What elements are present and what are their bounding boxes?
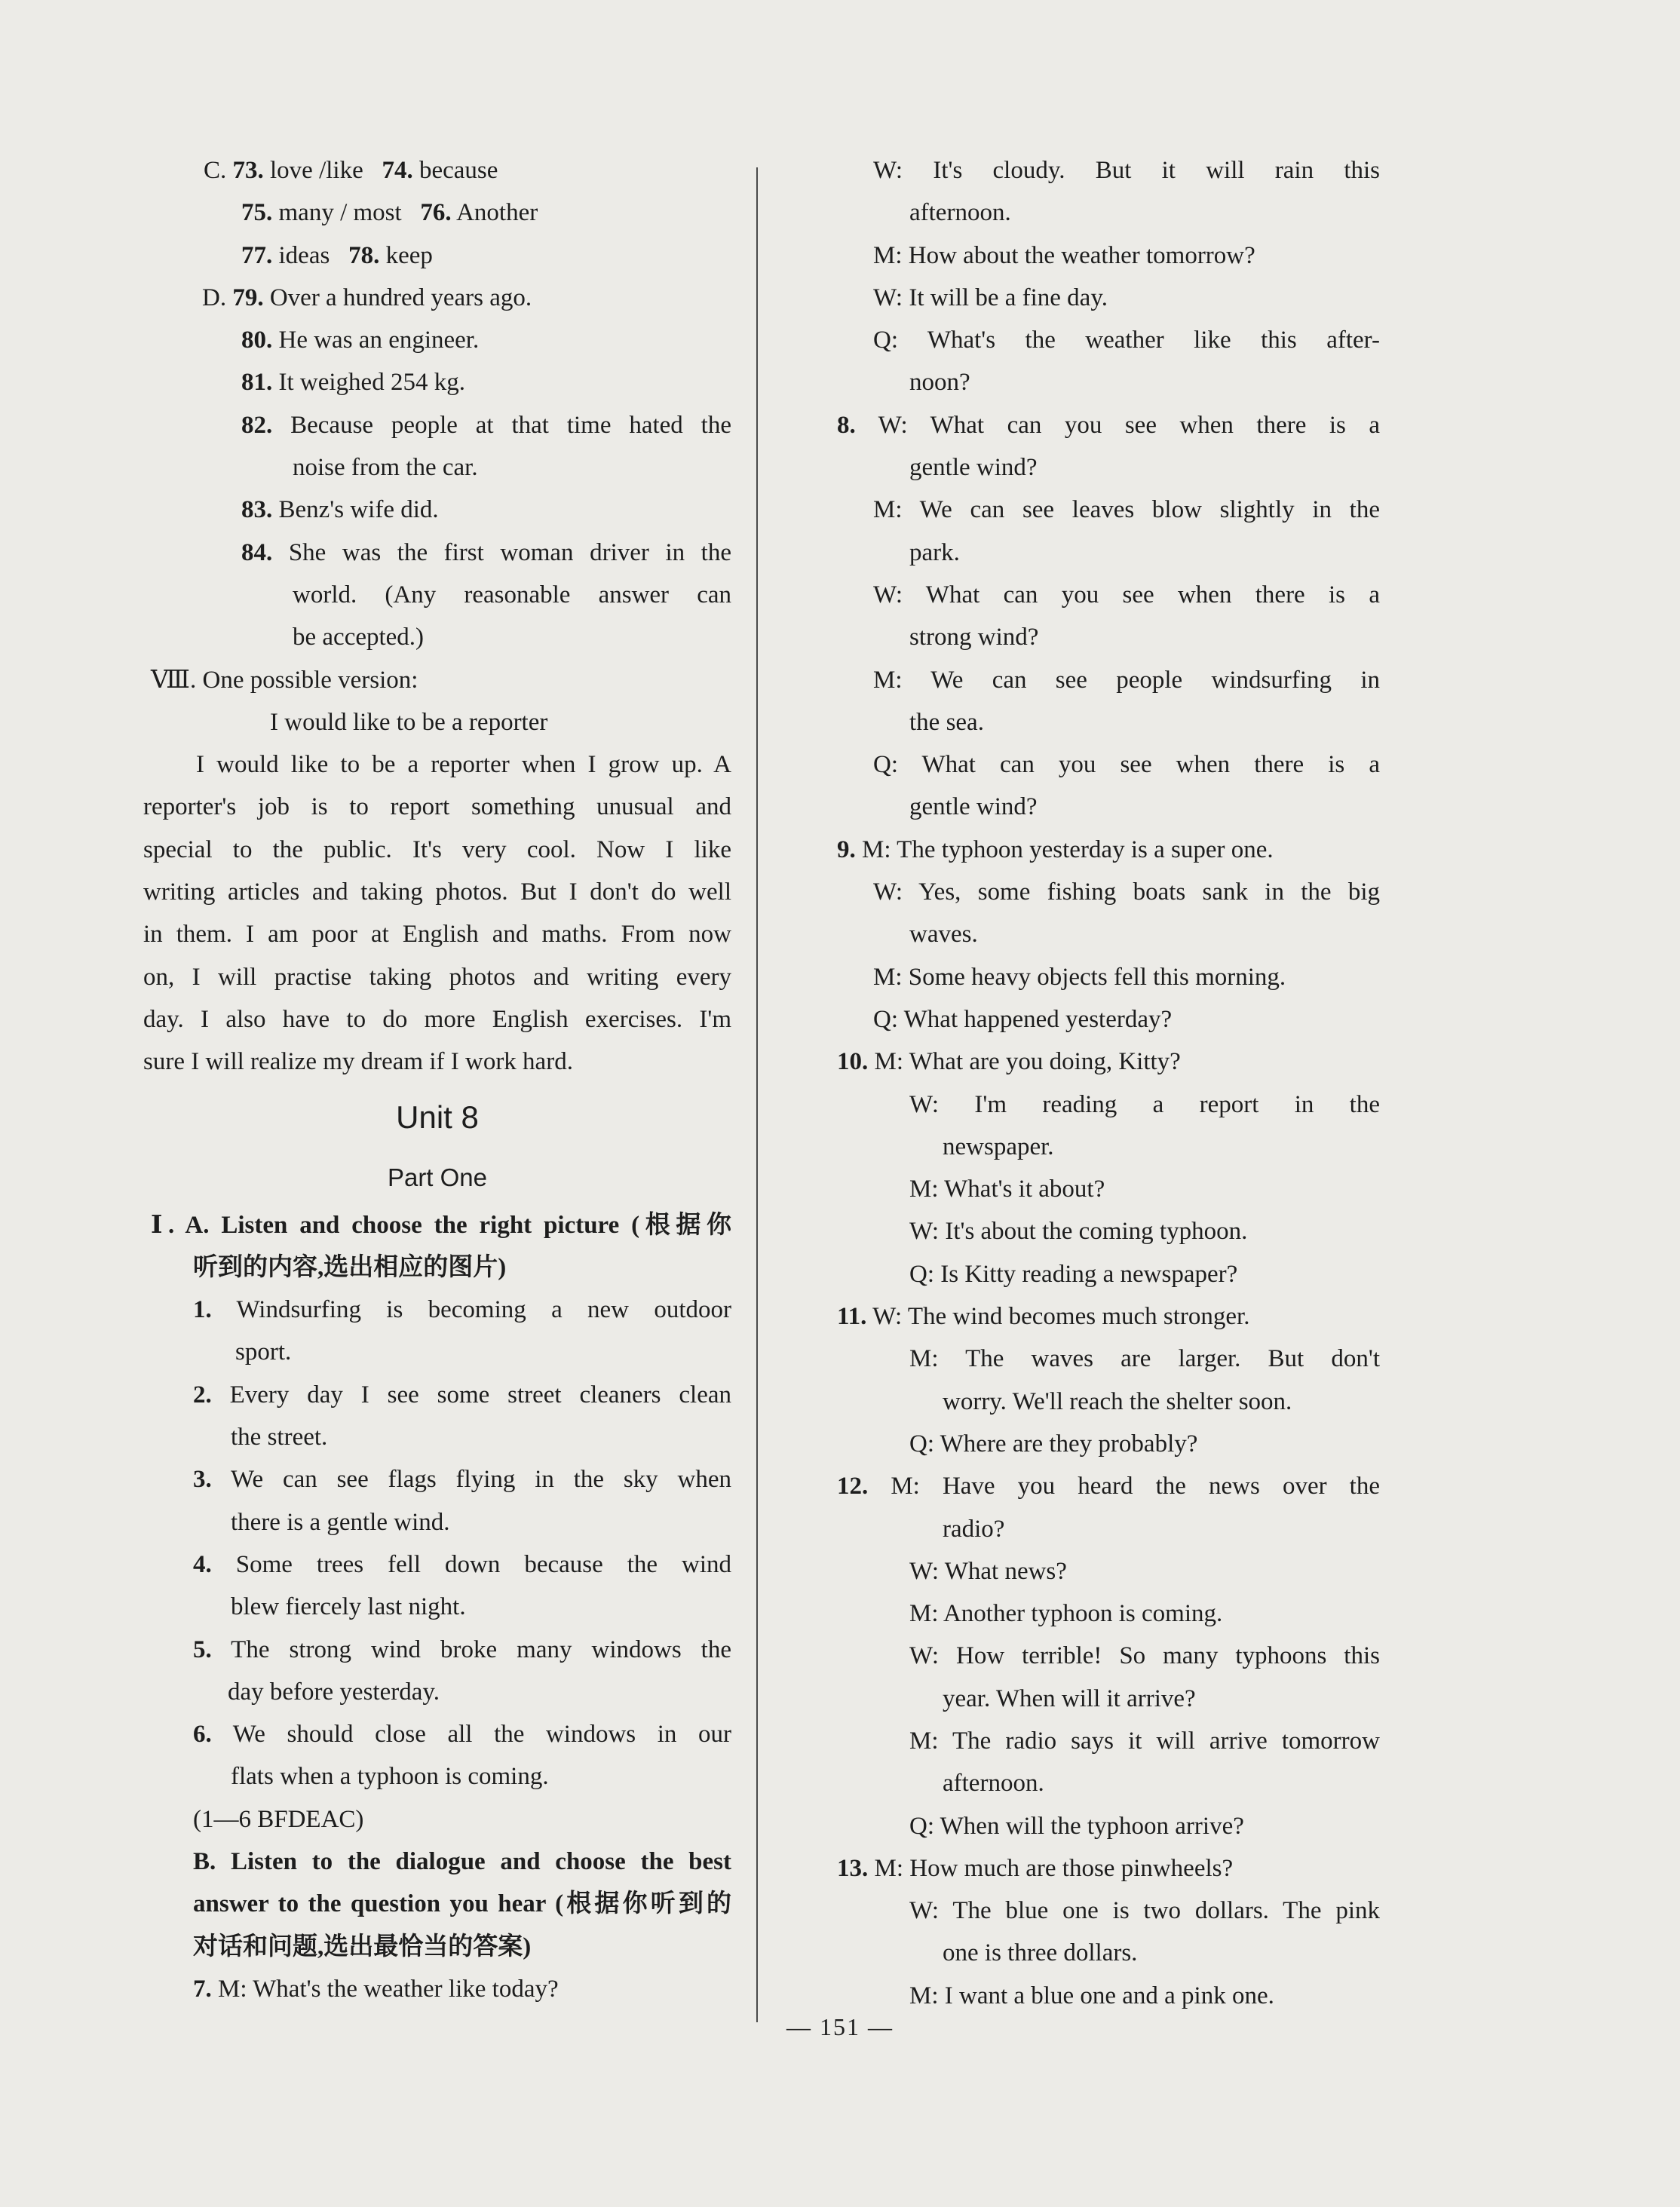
item-number: 11.: [837, 1303, 867, 1331]
essay-line: I would like to be a reporter when I grow up. A: [196, 751, 731, 779]
answer-text: love /like: [263, 157, 363, 184]
dialogue-line: [837, 1295, 1380, 1338]
item-number: 12.: [837, 1473, 869, 1500]
answer-d84: [143, 532, 731, 574]
dialogue-line: [837, 277, 1380, 319]
question-text: Every day I see some street cleaners clean: [211, 1381, 731, 1408]
answer-c77-78: [143, 234, 731, 277]
dialogue-line: [837, 1592, 1380, 1635]
dialogue-text: M: Some heavy objects fell this morning.: [873, 963, 1286, 991]
dialogue-line: [837, 956, 1380, 998]
answer-d82: [143, 404, 731, 446]
dialogue-text: the sea.: [909, 708, 984, 736]
dialogue-line: [837, 1890, 1380, 1932]
dialogue-text: W: The blue one is two dollars. The pink: [909, 1897, 1380, 1925]
answer-text: Over a hundred years ago.: [263, 284, 532, 311]
answer-c75-76: [143, 192, 731, 234]
section-b-heading: B. Listen to the dialogue and choose the best: [193, 1847, 731, 1875]
dialogue-text: M: How about the weather tomorrow?: [873, 241, 1255, 269]
dialogue-line: [837, 871, 1380, 913]
unit-title: Unit 8: [396, 1099, 479, 1135]
question-text-cont: the street.: [231, 1424, 328, 1451]
question-1: [143, 1289, 731, 1331]
item-number: 82.: [241, 411, 273, 439]
dialogue-line: [837, 361, 1380, 403]
dialogue-line: [837, 786, 1380, 828]
dialogue-line: [837, 659, 1380, 701]
answer-text: Another: [451, 199, 538, 227]
answer-d80: [143, 319, 731, 361]
answer-d83: [143, 489, 731, 531]
dialogue-text: noon?: [909, 369, 970, 397]
dialogue-line: [837, 1847, 1380, 1890]
item-number: 13.: [837, 1854, 869, 1882]
dialogue-text: W: The wind becomes much stronger.: [866, 1303, 1250, 1331]
dialogue-text: W: It's cloudy. But it will rain this: [873, 157, 1380, 184]
item-number: 80.: [241, 326, 273, 354]
dialogue-text: W: What news?: [909, 1557, 1067, 1585]
dialogue-line: [837, 1635, 1380, 1677]
right-column: [837, 149, 1380, 2017]
section-c-label: C.: [204, 157, 233, 184]
dialogue-line: [837, 1338, 1380, 1380]
question-3: [143, 1458, 731, 1500]
question-5: [143, 1629, 731, 1671]
dialogue-line: [837, 743, 1380, 786]
dialogue-text: afternoon.: [943, 1770, 1044, 1798]
dialogue-text: Q: When will the typhoon arrive?: [909, 1812, 1244, 1840]
dialogue-line: [837, 1041, 1380, 1083]
dialogue-text: M: We can see people windsurfing in: [873, 666, 1380, 694]
dialogue-line: [837, 532, 1380, 574]
question-text-cont: there is a gentle wind.: [231, 1508, 450, 1536]
dialogue-text: W: It will be a fine day.: [873, 284, 1108, 311]
item-number: 83.: [241, 496, 273, 524]
question-text-cont: day before yesterday.: [228, 1678, 440, 1706]
answer-d79: [143, 277, 731, 319]
dialogue-text: W: I'm reading a report in the: [909, 1090, 1380, 1118]
dialogue-line: [837, 1253, 1380, 1295]
dialogue-text: M: What are you doing, Kitty?: [868, 1048, 1181, 1076]
dialogue-text: M: The radio says it will arrive tomorrow: [909, 1727, 1380, 1755]
dialogue-line: [837, 1168, 1380, 1210]
dialogue-text: worry. We'll reach the shelter soon.: [943, 1387, 1292, 1415]
section-b-heading-cont: answer to the question you hear (根据你听到的: [193, 1890, 731, 1918]
dialogue-text: gentle wind?: [909, 454, 1038, 482]
dialogue-text: M: The typhoon yesterday is a super one.: [855, 835, 1274, 863]
item-number: 84.: [241, 538, 273, 566]
question-text: Windsurfing is becoming a new outdoor: [211, 1296, 731, 1324]
dialogue-line: [837, 1805, 1380, 1847]
item-number: 74.: [382, 157, 413, 184]
answer-text: She was the first woman driver in the: [272, 538, 731, 566]
question-text-cont: flats when a typhoon is coming.: [231, 1763, 549, 1791]
question-text-cont: blew fiercely last night.: [231, 1593, 466, 1621]
item-number: 78.: [348, 241, 380, 269]
section-b-heading-cont: 对话和问题,选出最恰当的答案): [193, 1933, 532, 1960]
dialogue-text: park.: [909, 538, 960, 566]
dialogue-line: [837, 1550, 1380, 1592]
item-number: 3.: [193, 1466, 212, 1494]
dialogue-line: [837, 1381, 1380, 1423]
item-number: 79.: [232, 284, 264, 311]
dialogue-line: [837, 192, 1380, 234]
dialogue-line: [837, 1762, 1380, 1804]
dialogue-text: M: The waves are larger. But don't: [909, 1345, 1380, 1373]
essay-title: I would like to be a reporter: [270, 708, 548, 736]
dialogue-line: [837, 616, 1380, 658]
item-number: 6.: [193, 1721, 212, 1749]
question-7: [143, 1968, 731, 2010]
answer-c73-74: [143, 149, 731, 192]
dialogue-text: waves.: [909, 921, 978, 949]
question-6: [143, 1713, 731, 1755]
item-number: 81.: [241, 369, 273, 397]
question-text: The strong wind broke many windows the: [211, 1635, 731, 1663]
essay-line: in them. I am poor at English and maths. From now: [143, 921, 731, 949]
dialogue-text: M: We can see leaves blow slightly in the: [873, 496, 1380, 524]
dialogue-text: afternoon.: [909, 199, 1011, 227]
dialogue-text: W: It's about the coming typhoon.: [909, 1218, 1248, 1246]
essay-line: sure I will realize my dream if I work hard.: [143, 1048, 573, 1076]
question-text: M: What's the weather like today?: [211, 1975, 559, 2003]
dialogue-text: W: What can you see when there is a: [873, 581, 1380, 608]
dialogue-line: [837, 1678, 1380, 1720]
dialogue-text: newspaper.: [943, 1133, 1054, 1160]
dialogue-line: [837, 1508, 1380, 1550]
section-viii-heading: Ⅷ. One possible version:: [151, 666, 418, 694]
dialogue-line: [837, 1084, 1380, 1126]
essay-line: day. I also have to do more English exercises. I'm: [143, 1005, 731, 1033]
dialogue-line: [837, 998, 1380, 1041]
dialogue-line: [837, 149, 1380, 192]
question-text-cont: sport.: [235, 1338, 292, 1366]
dialogue-text: year. When will it arrive?: [943, 1684, 1196, 1712]
dialogue-line: [837, 404, 1380, 446]
left-column: [143, 149, 731, 2010]
question-text: We can see flags flying in the sky when: [211, 1466, 731, 1494]
dialogue-line: [837, 1932, 1380, 1974]
item-number: 73.: [232, 157, 264, 184]
dialogue-line: [837, 319, 1380, 361]
dialogue-line: [837, 574, 1380, 616]
item-number: 76.: [420, 199, 452, 227]
section-a-heading: Ⅰ. A. Listen and choose the right picture (根据你: [151, 1211, 731, 1239]
item-number: 7.: [193, 1975, 212, 2003]
answer-text-cont: world. (Any reasonable answer can: [293, 581, 731, 608]
dialogue-line: [837, 1126, 1380, 1168]
dialogue-line: [837, 1423, 1380, 1465]
page-number: — 151 —: [786, 2013, 894, 2040]
dialogue-text: M: I want a blue one and a pink one.: [909, 1982, 1274, 2009]
item-number: 8.: [837, 411, 856, 439]
column-divider: [756, 167, 758, 2022]
dialogue-text: one is three dollars.: [943, 1939, 1138, 1967]
answer-text: Because people at that time hated the: [272, 411, 731, 439]
dialogue-text: M: Have you heard the news over the: [868, 1473, 1380, 1500]
answer-text: because: [412, 157, 498, 184]
answer-text-cont: noise from the car.: [293, 454, 478, 482]
dialogue-text: radio?: [943, 1515, 1005, 1543]
essay-line: reporter's job is to report something unusual and: [143, 793, 731, 821]
dialogue-text: Q: What can you see when there is a: [873, 751, 1380, 779]
dialogue-text: W: What can you see when there is a: [855, 411, 1380, 439]
dialogue-line: [837, 489, 1380, 531]
item-number: 75.: [241, 199, 273, 227]
answer-text: He was an engineer.: [272, 326, 480, 354]
item-number: 77.: [241, 241, 273, 269]
question-text: We should close all the windows in our: [211, 1721, 731, 1749]
dialogue-line: [837, 1465, 1380, 1507]
section-d-label: D.: [202, 284, 233, 311]
answer-text: It weighed 254 kg.: [272, 369, 465, 397]
item-number: 2.: [193, 1381, 212, 1408]
section-a-heading-cont: 听到的内容,选出相应的图片): [193, 1253, 507, 1281]
dialogue-line: [837, 1210, 1380, 1252]
item-number: 10.: [837, 1048, 869, 1076]
answers-1-6: (1—6 BFDEAC): [193, 1805, 364, 1833]
dialogue-line: [837, 446, 1380, 489]
dialogue-text: M: Another typhoon is coming.: [909, 1600, 1223, 1628]
question-text: Some trees fell down because the wind: [211, 1550, 731, 1578]
answer-text-cont: be accepted.): [293, 624, 425, 651]
dialogue-text: strong wind?: [909, 624, 1039, 651]
dialogue-text: Q: What happened yesterday?: [873, 1005, 1173, 1033]
answer-text: keep: [379, 241, 433, 269]
dialogue-text: M: How much are those pinwheels?: [868, 1854, 1234, 1882]
answer-text: many / most: [272, 199, 402, 227]
dialogue-text: gentle wind?: [909, 793, 1038, 821]
essay-line: special to the public. It's very cool. Now I like: [143, 835, 731, 863]
dialogue-text: Q: What's the weather like this after-: [873, 326, 1380, 354]
item-number: 5.: [193, 1635, 212, 1663]
item-number: 1.: [193, 1296, 212, 1324]
dialogue-line: [837, 913, 1380, 955]
dialogue-line: [837, 234, 1380, 277]
question-4: [143, 1543, 731, 1586]
dialogue-text: Q: Is Kitty reading a newspaper?: [909, 1260, 1238, 1288]
answer-d81: [143, 361, 731, 403]
dialogue-line: [837, 829, 1380, 871]
dialogue-text: M: What's it about?: [909, 1176, 1105, 1203]
answer-text: ideas: [272, 241, 330, 269]
essay-line: writing articles and taking photos. But I don't do well: [143, 878, 731, 906]
dialogue-line: [837, 1720, 1380, 1762]
item-number: 9.: [837, 835, 856, 863]
dialogue-line: [837, 701, 1380, 743]
dialogue-text: Q: Where are they probably?: [909, 1430, 1198, 1458]
dialogue-line: [837, 1975, 1380, 2017]
essay-line: on, I will practise taking photos and writing every: [143, 963, 731, 991]
item-number: 4.: [193, 1550, 212, 1578]
question-2: [143, 1374, 731, 1416]
dialogue-text: W: How terrible! So many typhoons this: [909, 1642, 1380, 1670]
dialogue-text: W: Yes, some fishing boats sank in the big: [873, 878, 1380, 906]
answer-text: Benz's wife did.: [272, 496, 439, 524]
part-title: Part One: [387, 1163, 488, 1191]
